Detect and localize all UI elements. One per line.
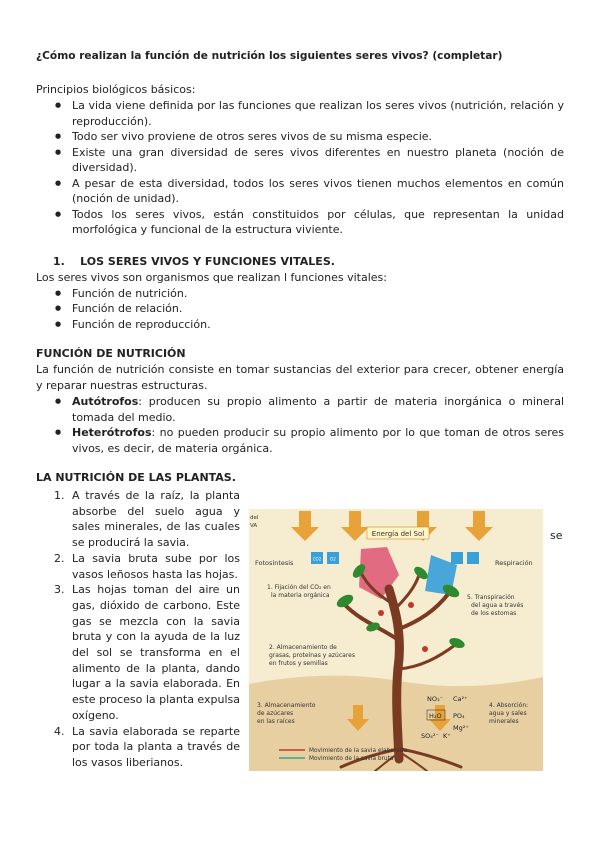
section-heading-vital-functions — [36, 254, 564, 270]
label-line: 5. Transpiración — [467, 594, 515, 601]
list-item — [36, 488, 240, 551]
wrapped-word: se — [550, 529, 563, 542]
label-line: grasas, proteínas y azúcares — [269, 652, 355, 659]
legend-label: Movimiento de la savia elaborada — [309, 748, 407, 754]
term-description: : producen su propio alimento a partir de materia inorgánica o mineral tomada del medio. — [72, 395, 564, 424]
ion-label: K⁺ — [443, 732, 451, 740]
section-heading-text: LOS SERES VIVOS Y FUNCIONES VITALES. — [80, 254, 335, 268]
step-text: La savia bruta sube por los vasos leñosos hasta las hojas. — [72, 551, 240, 581]
plant-nutrition-diagram — [249, 509, 543, 771]
step1-label — [267, 584, 333, 599]
list-item: ● Todos los seres vivos, están constituidos por células, que representan la unidad morfológica y funcional de la estructura viviente. — [36, 207, 564, 238]
label-line: del agua a través — [471, 602, 524, 609]
list-item — [36, 551, 240, 582]
label-line: 3. Almacenamiento — [257, 702, 316, 709]
step-number: 1. — [54, 489, 65, 502]
document-page — [36, 48, 564, 806]
ion-label: Ca²⁺ — [453, 695, 468, 703]
plants-section — [36, 486, 564, 806]
nutrition-types-list — [36, 394, 564, 456]
label-line: agua y sales — [489, 710, 527, 717]
step-number: 3. — [54, 583, 65, 597]
sun-label: Energía del Sol — [371, 530, 425, 538]
label-line: de azúcares — [257, 710, 294, 717]
label-line: la materia orgánica — [271, 592, 330, 599]
label-line: 4. Absorción: — [489, 702, 529, 709]
fruit — [378, 610, 384, 616]
list-item: ● Existe una gran diversidad de seres vivos diferentes en nuestro planeta (noción de diversidad). — [36, 145, 564, 176]
label-line: en las raíces — [257, 718, 295, 725]
section-number: 1. — [53, 254, 65, 268]
list-item — [36, 425, 564, 456]
list-item: ● La vida viene definida por las funciones que realizan los seres vivos (nutrición, relación y reproducción). — [36, 98, 564, 129]
vital-functions-intro: Los seres vivos son organismos que realizan l funciones vitales: — [36, 270, 387, 284]
list-item: ● Función de relación. — [36, 301, 564, 317]
ion-label: NO₃⁻ — [427, 695, 444, 703]
principles-list — [36, 98, 564, 238]
nutrition-heading: FUNCIÓN DE NUTRICIÓN — [36, 347, 186, 360]
nutrition-paragraph: La función de nutrición consiste en tomar sustancias del exterior para crecer, obtener energía y reparar nuestras estructuras. — [36, 363, 564, 392]
ion-label: H₂O — [429, 712, 442, 720]
page-title: ¿Cómo realizan la función de nutrición los siguientes seres vivos? (completar) — [36, 50, 503, 62]
plants-heading: LA NUTRICIÓN DE LAS PLANTAS. — [36, 471, 236, 484]
photosynthesis-label: Fotosíntesis — [255, 559, 294, 567]
step-text: Las hojas toman del aire un gas, dióxido de carbono. Este gas se mezcla con la savia bruta y con la ayuda de la luz del sol se transforma en el alimento de la planta, dando lugar a la savia elaborada. En este proceso la planta expulsa oxígeno. — [72, 583, 241, 722]
step-text: A través de la raíz, la planta absorbe del suelo agua y sales minerales, de las cuales se producirá la savia. — [72, 489, 240, 550]
co2-box — [467, 552, 479, 564]
o2-box — [451, 552, 463, 564]
label-line: 2. Almacenamiento de — [269, 644, 337, 651]
o2-label: O2 — [330, 556, 336, 562]
vital-functions-list — [36, 286, 564, 333]
ion-label: SO₄²⁻ — [421, 732, 439, 740]
respiration-label: Respiración — [495, 559, 533, 567]
cut-label: VA — [250, 523, 258, 529]
term-description: : no pueden producir su propio alimento por lo que toman de otros seres vivos, es decir, de materia orgánica. — [72, 426, 564, 455]
plant-steps-list — [36, 488, 240, 771]
list-item: ● Función de reproducción. — [36, 317, 564, 333]
step-text: La savia elaborada se reparte por toda la planta a través de los vasos liberianos. — [72, 724, 240, 769]
cut-label: del — [250, 515, 259, 521]
list-item — [36, 724, 240, 771]
list-item: ● Función de nutrición. — [36, 286, 564, 302]
step-number: 2. — [54, 551, 65, 565]
term-heterotrophs: Heterótrofos — [72, 426, 152, 439]
legend-label: Movimiento de la savia bruta — [309, 756, 394, 762]
label-line: minerales — [489, 718, 519, 725]
ion-label: Mg²⁺ — [453, 724, 469, 732]
fruit — [422, 646, 428, 652]
ion-label: PO₄ — [453, 712, 465, 720]
principles-intro: Principios biológicos básicos: — [36, 83, 196, 96]
list-item: ● A pesar de esta diversidad, todos los seres vivos tienen muchos elementos en común (noción de unidad). — [36, 176, 564, 207]
list-item: ● Todo ser vivo proviene de otros seres vivos de su misma especie. — [36, 129, 564, 145]
label-line: en frutos y semillas — [269, 660, 328, 667]
label-line: 1. Fijación del CO₂ en — [267, 584, 331, 591]
label-line: de los estomas — [471, 610, 517, 617]
co2-label: CO2 — [312, 556, 322, 562]
fruit — [408, 602, 414, 608]
list-item — [36, 394, 564, 425]
list-item — [36, 582, 240, 723]
step-number: 4. — [54, 724, 65, 738]
term-autotrophs: Autótrofos — [72, 395, 139, 408]
